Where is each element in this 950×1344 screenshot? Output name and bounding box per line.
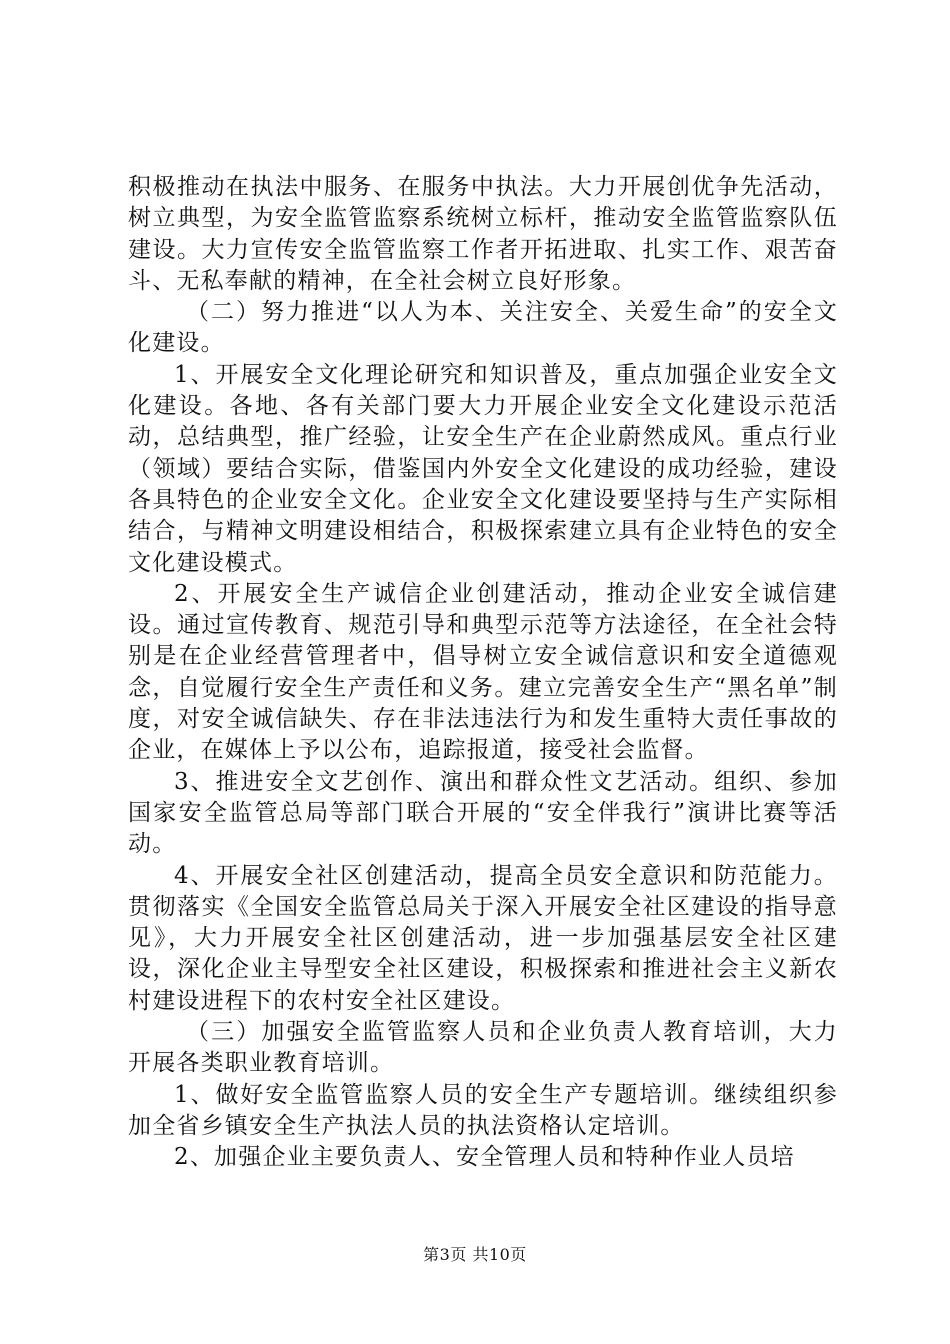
paragraph-item-6: 2、加强企业主要负责人、安全管理人员和特种作业人员培 bbox=[174, 1144, 795, 1171]
paragraph-item-3: 3、推进安全文艺创作、演出和群众性文艺活动。组织、参加国家安全监管总局等部门联合开展的“安全伴我行”演讲比赛等活动。 bbox=[128, 768, 838, 858]
paragraph-item-2: 2、开展安全生产诚信企业创建活动，推动企业安全诚信建设。通过宣传教育、规范引导和典型示范等方法途径，在全社会特别是在企业经营管理者中，倡导树立安全诚信意识和安全道德观念，自觉履行安全生产责任和义务。建立完善安全生产“黑名单”制度，对安全诚信缺失、存在非法违法行为和发生重特大责任事故的企业，在媒体上予以公布，追踪报道，接受社会监督。 bbox=[128, 580, 838, 764]
paragraph-item-4: 4、开展安全社区创建活动，提高全员安全意识和防范能力。贯彻落实《全国安全监管总局关于深入开展安全社区建设的指导意见》，大力开展安全社区创建活动，进一步加强基层安全社区建设，深化企业主导型安全社区建设，积极探索和推进社会主义新农村建设进程下的农村安全社区建设。 bbox=[128, 862, 838, 1014]
document-body bbox=[128, 172, 838, 1174]
paragraph-continuation: 积极推动在执法中服务、在服务中执法。大力开展创优争先活动，树立典型，为安全监管监察系统树立标杆，推动安全监管监察队伍建设。大力宣传安全监管监察工作者开拓进取、扎实工作、艰苦奋斗、无私奉献的精神，在全社会树立良好形象。 bbox=[128, 174, 838, 294]
section-heading-3: （三）加强安全监管监察人员和企业负责人教育培训，大力开展各类职业教育培训。 bbox=[128, 1019, 838, 1077]
page-number-footer: 第3页 共10页 bbox=[423, 1245, 527, 1264]
paragraph-item-1: 1、开展安全文化理论研究和知识普及，重点加强企业安全文化建设。各地、各有关部门要大力开展企业安全文化建设示范活动，总结典型，推广经验，让安全生产在企业蔚然成风。重点行业（领域）要结合实际，借鉴国内外安全文化建设的成功经验，建设各具特色的企业安全文化。企业安全文化建设要坚持与生产实际相结合，与精神文明建设相结合，积极探索建立具有企业特色的安全文化建设模式。 bbox=[128, 361, 838, 576]
section-heading-2: （二）努力推进“以人为本、关注安全、关爱生命”的安全文化建设。 bbox=[128, 299, 838, 357]
paragraph-item-5: 1、做好安全监管监察人员的安全生产专题培训。继续组织参加全省乡镇安全生产执法人员的执法资格认定培训。 bbox=[128, 1081, 838, 1139]
